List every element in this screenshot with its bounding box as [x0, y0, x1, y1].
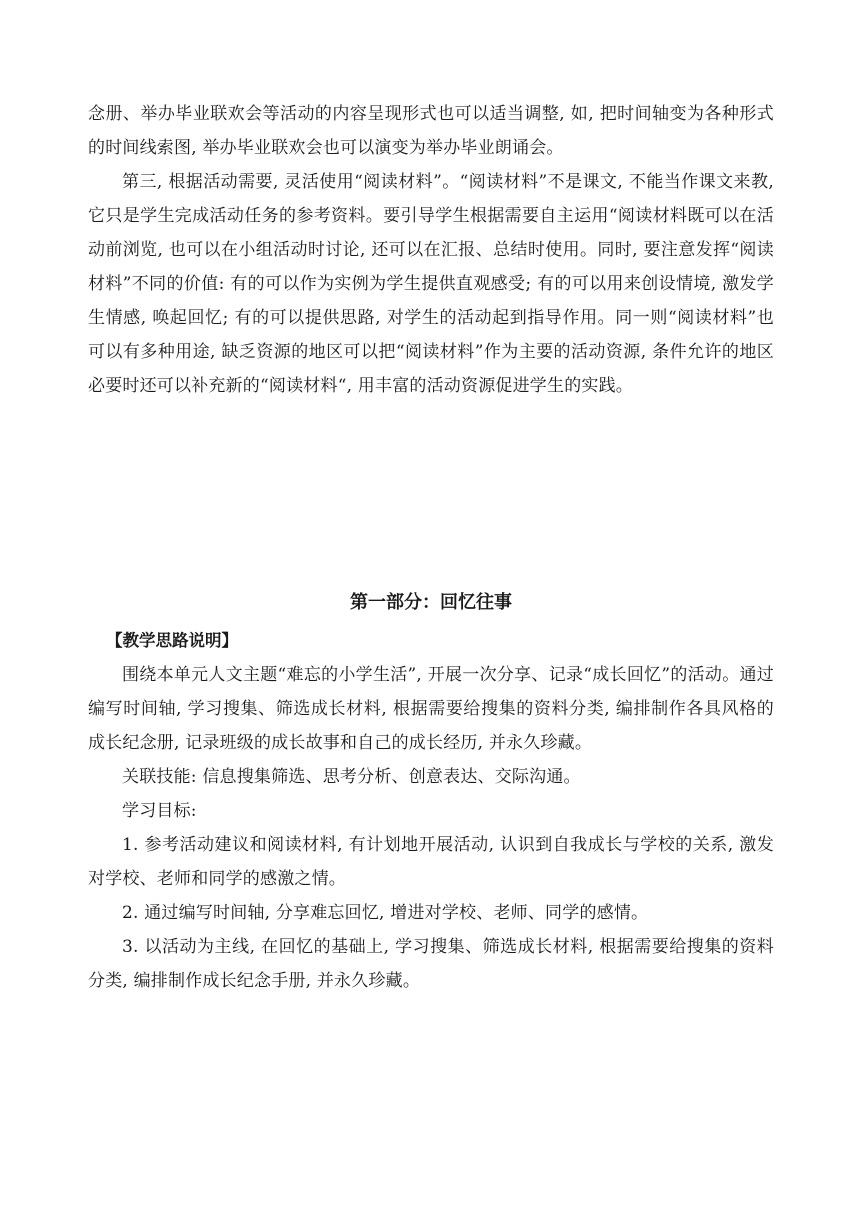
- section-subtitle: 【教学思路说明】: [106, 631, 238, 650]
- section-description: 围绕本单元人文主题“难忘的小学生活”, 开展一次分享、记录“成长回忆”的活动。通过编写时间轴, 学习搜集、筛选成长材料, 根据需要给搜集的资料分类, 编排制作各具风格的成长纪念册, 记录班级的成长故事和自己的成长经历, 并永久珍藏。: [88, 665, 774, 753]
- learning-goal-item: 2. 通过编写时间轴, 分享难忘回忆, 增进对学校、老师、同学的感情。: [122, 903, 649, 923]
- related-skills: 关联技能: 信息搜集筛选、思考分析、创意表达、交际沟通。: [122, 767, 581, 787]
- intro-paragraph-reading-materials: 第三, 根据活动需要, 灵活使用“阅读材料”。“阅读材料”不是课文, 不能当作课文来教, 它只是学生完成活动任务的参考资料。要引导学生根据需要自主运用“阅读材料既可以在活动前浏览, 也可以在小组活动时讨论, 还可以在汇报、总结时使用。同时, 要注意发挥“阅读材料”不同的价值: 有的可以作为实例为学生提供直观感受; 有的可以用来创设情境, 激发学生情感, 唤起回忆; 有的可以提供思路, 对学生的活动起到指导作用。同一则“阅读材料”也可以有多种用途, 缺乏资源的地区可以把“阅读材料”作为主要的活动资源, 条件允许的地区必要时还可以补充新的“阅读材料“, 用丰富的活动资源促进学生的实践。: [88, 172, 774, 396]
- learning-goal-item: 3. 以活动为主线, 在回忆的基础上, 学习搜集、筛选成长材料, 根据需要给搜集的资料分类, 编排制作成长纪念手册, 并永久珍藏。: [88, 937, 774, 991]
- intro-paragraph-continued: 念册、举办毕业联欢会等活动的内容呈现形式也可以适当调整, 如, 把时间轴变为各种形式的时间线索图, 举办毕业联欢会也可以演变为举办毕业朗诵会。: [88, 104, 774, 158]
- section-title: 第一部分：回忆往事: [350, 592, 512, 613]
- learning-goals-label: 学习目标:: [122, 801, 197, 821]
- intro-section: [88, 97, 774, 403]
- part-one-section: [88, 588, 774, 998]
- learning-goal-item: 1. 参考活动建议和阅读材料, 有计划地开展活动, 认识到自我成长与学校的关系, 激发对学校、老师和同学的感激之情。: [88, 835, 774, 889]
